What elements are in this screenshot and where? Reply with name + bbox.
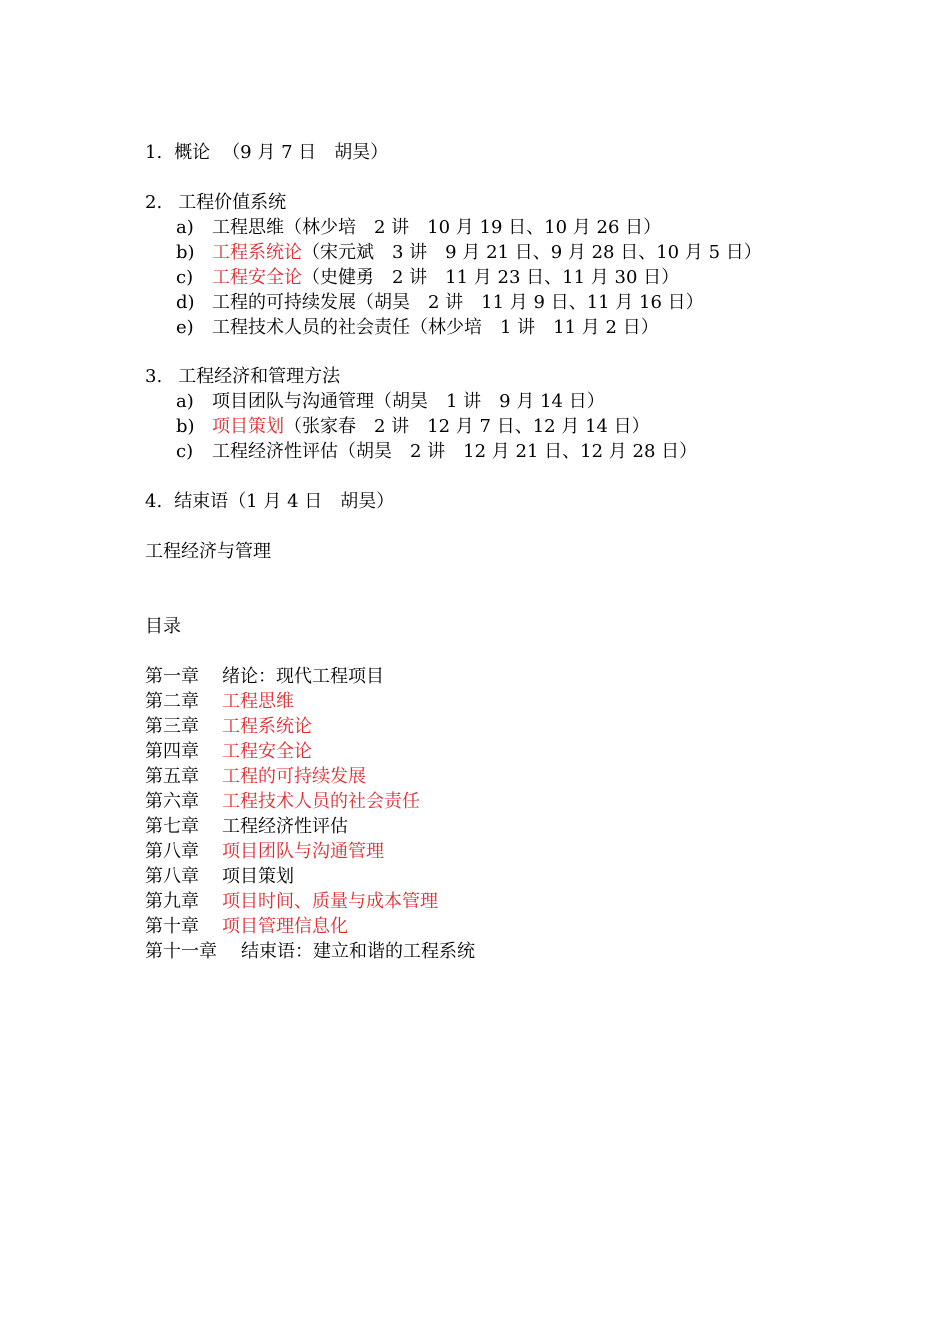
section-title: 工程经济和管理方法 <box>178 366 341 387</box>
section-number: 3. <box>145 366 163 387</box>
subitem-title: 工程系统论 <box>212 242 302 263</box>
chapter-title: 项目时间、质量与成本管理 <box>222 891 438 912</box>
subitem-letter: c) <box>176 441 194 462</box>
subitem-title: 工程技术人员的社会责任 <box>212 317 410 338</box>
subitem-title: 工程安全论 <box>212 267 302 288</box>
outline-section-2 <box>145 190 286 215</box>
subitem-text <box>212 439 697 464</box>
chapter-label: 第四章 <box>145 741 199 762</box>
chapter-title: 工程思维 <box>222 691 294 712</box>
outline-section-3 <box>145 364 340 389</box>
chapter-label: 第五章 <box>145 766 199 787</box>
chapter-label: 第三章 <box>145 716 199 737</box>
chapter-label: 第二章 <box>145 691 199 712</box>
book-title: 工程经济与管理 <box>145 541 271 562</box>
section-number: 4. <box>145 491 163 512</box>
outline-section-4 <box>145 489 394 514</box>
subitem-detail: （林少培 1 讲 11 月 2 日） <box>410 317 659 338</box>
subitem-letter: d) <box>176 292 195 313</box>
subitem-letter: c) <box>176 267 194 288</box>
subitem-title: 工程思维 <box>212 217 284 238</box>
section-title: 工程价值系统 <box>178 192 287 213</box>
subitem-letter: e) <box>176 317 194 338</box>
chapter-title: 项目策划 <box>222 866 294 887</box>
chapter-label: 第八章 <box>145 866 199 887</box>
toc-heading: 目录 <box>145 616 181 637</box>
chapter-title: 绪论：现代工程项目 <box>222 666 384 687</box>
subitem-detail: （胡昊 1 讲 9 月 14 日） <box>374 391 605 412</box>
section-title: 概论 <box>174 142 211 163</box>
subitem-title: 工程经济性评估 <box>212 441 338 462</box>
section-number: 1. <box>145 142 163 163</box>
chapter-title: 工程经济性评估 <box>222 816 348 837</box>
subitem-title: 项目策划 <box>212 416 284 437</box>
subitem-letter: b) <box>176 242 195 263</box>
subitem-detail: （张家春 2 讲 12 月 7 日、12 月 14 日） <box>284 416 650 437</box>
chapter-label: 第六章 <box>145 791 199 812</box>
subitem-detail: （宋元斌 3 讲 9 月 21 日、9 月 28 日、10 月 5 日） <box>302 242 762 263</box>
outline-section-1 <box>145 140 388 165</box>
subitem-text <box>212 240 762 265</box>
subitem-detail: （史健勇 2 讲 11 月 23 日、11 月 30 日） <box>302 267 680 288</box>
chapter-title: 工程的可持续发展 <box>222 766 366 787</box>
subitem-detail: （林少培 2 讲 10 月 19 日、10 月 26 日） <box>284 217 662 238</box>
chapter-label: 第八章 <box>145 841 199 862</box>
chapter-title: 工程系统论 <box>222 716 312 737</box>
chapter-label: 第一章 <box>145 666 199 687</box>
subitem-text <box>212 215 661 240</box>
section-title: 结束语 <box>174 491 229 512</box>
chapter-title: 工程安全论 <box>222 741 312 762</box>
chapter-label: 第十一章 <box>145 941 217 962</box>
chapter-title: 结束语：建立和谐的工程系统 <box>241 941 475 962</box>
subitem-text <box>212 414 650 439</box>
chapter-label: 第十章 <box>145 916 199 937</box>
subitem-title: 工程的可持续发展 <box>212 292 356 313</box>
subitem-text <box>212 389 605 414</box>
subitem-detail: （胡昊 2 讲 11 月 9 日、11 月 16 日） <box>356 292 704 313</box>
subitem-text <box>212 265 679 290</box>
section-detail: （1 月 4 日 胡昊） <box>228 491 395 512</box>
chapter-title: 项目团队与沟通管理 <box>222 841 384 862</box>
section-number: 2. <box>145 192 163 213</box>
chapter-title: 项目管理信息化 <box>222 916 348 937</box>
chapter-label: 第九章 <box>145 891 199 912</box>
section-detail: （9 月 7 日 胡昊） <box>222 142 389 163</box>
chapter-title: 工程技术人员的社会责任 <box>222 791 420 812</box>
subitem-detail: （胡昊 2 讲 12 月 21 日、12 月 28 日） <box>338 441 698 462</box>
subitem-text <box>212 315 659 340</box>
subitem-title: 项目团队与沟通管理 <box>212 391 374 412</box>
chapter-label: 第七章 <box>145 816 199 837</box>
subitem-letter: a) <box>176 391 194 412</box>
subitem-text <box>212 290 704 315</box>
subitem-letter: a) <box>176 217 194 238</box>
subitem-letter: b) <box>176 416 195 437</box>
